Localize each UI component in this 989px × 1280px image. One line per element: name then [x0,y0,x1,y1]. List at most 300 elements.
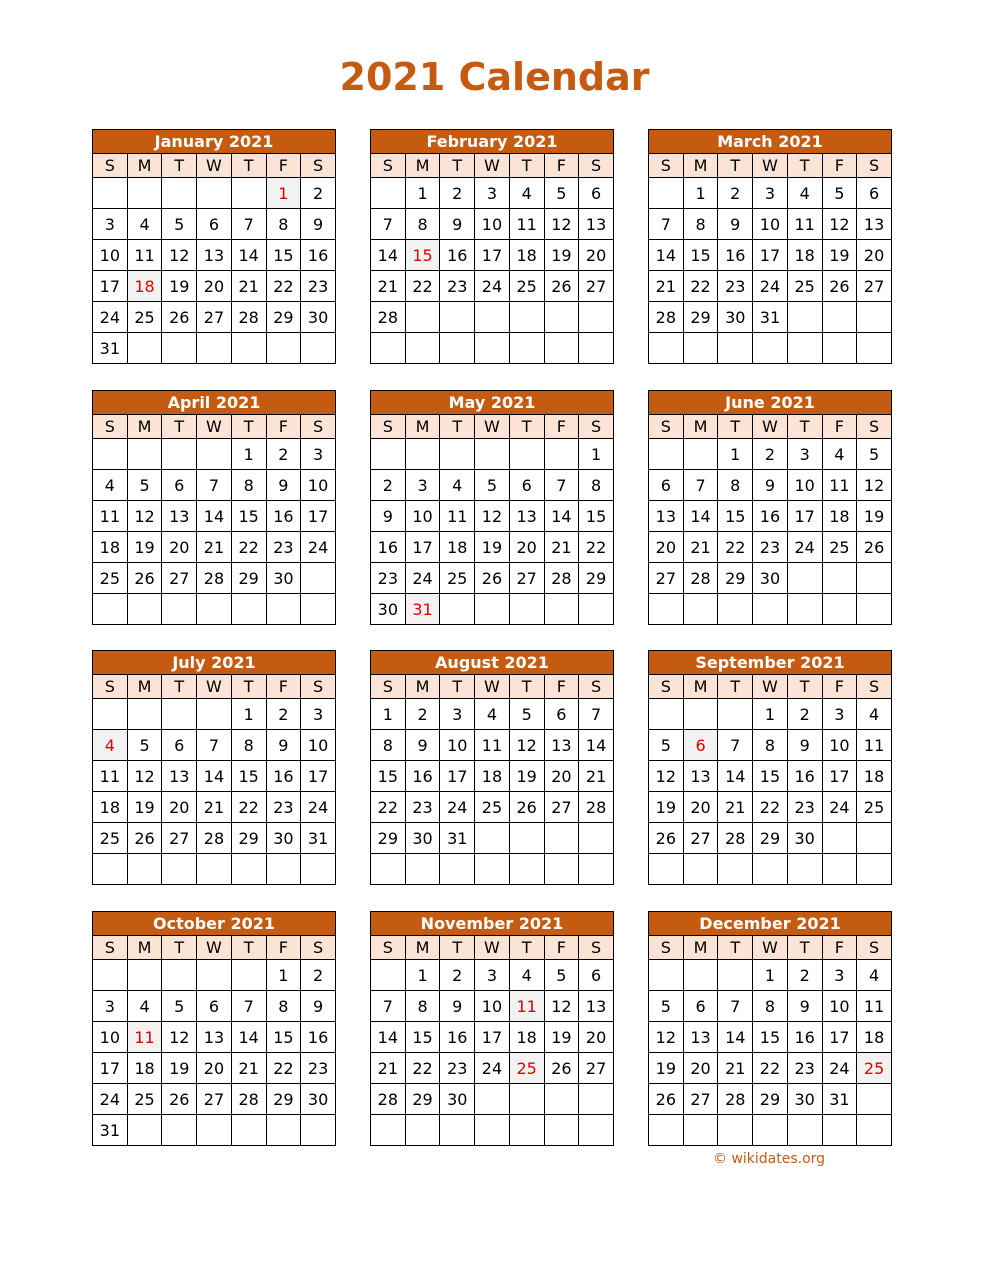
day-cell: 9 [301,209,336,240]
empty-day-cell [371,1115,406,1146]
weekday-label: W [475,415,510,439]
day-cell: 8 [231,470,266,501]
day-cell: 3 [93,991,128,1022]
day-cell: 1 [579,439,614,470]
day-cell: 18 [93,532,128,563]
day-cell: 27 [162,563,197,594]
weekday-header-row [93,936,336,960]
day-cell: 15 [371,761,406,792]
empty-day-cell [579,1115,614,1146]
empty-day-cell [579,333,614,364]
day-cell: 15 [718,501,753,532]
week-row [649,209,892,240]
empty-day-cell [93,594,128,625]
weekday-label: T [162,936,197,960]
day-cell: 22 [231,532,266,563]
day-cell: 18 [787,240,822,271]
week-row [649,792,892,823]
weekday-label: W [753,415,788,439]
empty-day-cell [371,854,406,885]
day-cell: 12 [544,991,579,1022]
day-cell: 27 [197,302,232,333]
weekday-label: W [753,675,788,699]
weekday-label: T [162,415,197,439]
weekday-label: M [683,154,718,178]
day-cell: 2 [440,960,475,991]
day-cell: 23 [440,271,475,302]
month-title: September 2021 [648,650,892,674]
day-cell: 28 [371,302,406,333]
empty-day-cell [544,302,579,333]
day-cell: 20 [162,792,197,823]
month-title: May 2021 [370,390,614,414]
month-calendar [370,129,614,364]
empty-day-cell [301,333,336,364]
day-cell: 8 [266,209,301,240]
empty-day-cell [475,1084,510,1115]
empty-day-cell [509,1084,544,1115]
day-cell: 17 [753,240,788,271]
day-cell: 30 [266,563,301,594]
day-cell: 17 [93,1053,128,1084]
day-cell: 16 [405,761,440,792]
day-cell: 2 [266,439,301,470]
week-row [93,470,336,501]
week-row [93,532,336,563]
day-cell: 16 [371,532,406,563]
day-cell: 5 [857,439,892,470]
weekday-header-row [649,415,892,439]
empty-day-cell [509,854,544,885]
day-cell: 20 [544,761,579,792]
day-cell: 4 [509,178,544,209]
empty-day-cell [405,854,440,885]
day-cell: 6 [197,991,232,1022]
day-cell: 8 [405,991,440,1022]
weekday-label: T [440,415,475,439]
day-cell: 5 [162,209,197,240]
empty-day-cell [162,699,197,730]
empty-day-cell [162,1115,197,1146]
empty-day-cell [857,1115,892,1146]
day-cell: 4 [127,991,162,1022]
day-cell: 1 [683,178,718,209]
empty-day-cell [509,302,544,333]
day-cell: 1 [718,439,753,470]
weekday-label: S [301,936,336,960]
day-cell: 14 [197,761,232,792]
empty-day-cell [787,302,822,333]
day-cell: 13 [683,761,718,792]
day-cell: 8 [753,991,788,1022]
empty-day-cell [822,563,857,594]
empty-day-cell [475,594,510,625]
empty-day-cell [93,854,128,885]
empty-day-cell [301,563,336,594]
day-cell: 9 [440,991,475,1022]
day-cell: 26 [822,271,857,302]
day-cell: 7 [649,209,684,240]
weekday-label: F [266,415,301,439]
weekday-label: S [93,675,128,699]
day-cell: 12 [857,470,892,501]
day-cell: 21 [683,532,718,563]
day-cell: 7 [718,730,753,761]
empty-day-cell [475,1115,510,1146]
day-cell: 30 [301,1084,336,1115]
empty-day-cell [753,594,788,625]
day-cell: 2 [787,699,822,730]
week-row [371,854,614,885]
day-cell: 15 [231,501,266,532]
day-cell: 25 [475,792,510,823]
day-cell: 11 [93,761,128,792]
day-cell: 6 [162,730,197,761]
weekday-label: T [787,415,822,439]
empty-day-cell [127,960,162,991]
empty-day-cell [787,563,822,594]
day-cell: 28 [231,1084,266,1115]
day-cell: 10 [475,991,510,1022]
holiday-day-cell: 1 [266,178,301,209]
day-cell: 28 [579,792,614,823]
empty-day-cell [718,960,753,991]
day-cell: 10 [93,240,128,271]
day-cell: 2 [405,699,440,730]
day-cell: 22 [371,792,406,823]
day-cell: 22 [266,271,301,302]
day-cell: 22 [266,1053,301,1084]
empty-day-cell [162,178,197,209]
day-cell: 15 [231,761,266,792]
day-cell: 24 [301,792,336,823]
day-cell: 8 [371,730,406,761]
day-cell: 28 [649,302,684,333]
empty-day-cell [127,594,162,625]
day-cell: 12 [127,501,162,532]
day-cell: 7 [683,470,718,501]
month-table [648,153,892,364]
day-cell: 3 [822,960,857,991]
empty-day-cell [509,823,544,854]
weekday-header-row [371,936,614,960]
day-cell: 24 [822,792,857,823]
week-row [93,730,336,761]
weekday-label: F [822,415,857,439]
day-cell: 8 [579,470,614,501]
week-row [371,302,614,333]
empty-day-cell [544,333,579,364]
day-cell: 20 [579,240,614,271]
weekday-header-row [93,154,336,178]
day-cell: 9 [301,991,336,1022]
day-cell: 30 [405,823,440,854]
page-title: 2021 Calendar [339,55,650,99]
day-cell: 13 [162,761,197,792]
week-row [649,761,892,792]
empty-day-cell [301,1115,336,1146]
day-cell: 15 [683,240,718,271]
day-cell: 23 [301,1053,336,1084]
day-cell: 22 [753,1053,788,1084]
weekday-label: M [405,936,440,960]
day-cell: 25 [787,271,822,302]
week-row [371,501,614,532]
day-cell: 26 [649,1084,684,1115]
week-row [371,178,614,209]
day-cell: 27 [544,792,579,823]
day-cell: 14 [197,501,232,532]
day-cell: 3 [822,699,857,730]
week-row [93,823,336,854]
day-cell: 11 [857,730,892,761]
day-cell: 25 [440,563,475,594]
week-row [649,594,892,625]
day-cell: 19 [649,792,684,823]
empty-day-cell [649,960,684,991]
empty-day-cell [371,439,406,470]
day-cell: 21 [579,761,614,792]
day-cell: 14 [579,730,614,761]
day-cell: 8 [405,209,440,240]
day-cell: 2 [371,470,406,501]
day-cell: 27 [579,1053,614,1084]
day-cell: 26 [857,532,892,563]
empty-day-cell [509,1115,544,1146]
month-calendar [92,911,336,1146]
weekday-label: S [371,415,406,439]
day-cell: 21 [649,271,684,302]
week-row [93,854,336,885]
week-row [93,792,336,823]
day-cell: 30 [266,823,301,854]
week-row [371,532,614,563]
weekday-label: T [787,675,822,699]
weekday-label: S [371,936,406,960]
day-cell: 15 [266,240,301,271]
day-cell: 6 [544,699,579,730]
weekday-label: S [371,675,406,699]
weekday-label: T [231,154,266,178]
day-cell: 13 [162,501,197,532]
empty-day-cell [197,439,232,470]
day-cell: 26 [475,563,510,594]
day-cell: 28 [197,823,232,854]
day-cell: 7 [371,209,406,240]
month-table [92,674,336,885]
day-cell: 24 [405,563,440,594]
week-row [371,271,614,302]
month-calendar [370,650,614,885]
day-cell: 16 [440,1022,475,1053]
week-row [371,960,614,991]
week-row [371,730,614,761]
day-cell: 7 [371,991,406,1022]
day-cell: 17 [475,1022,510,1053]
empty-day-cell [857,594,892,625]
day-cell: 25 [822,532,857,563]
month-table [370,414,614,625]
day-cell: 2 [266,699,301,730]
weekday-header-row [93,415,336,439]
day-cell: 8 [231,730,266,761]
day-cell: 28 [371,1084,406,1115]
day-cell: 14 [683,501,718,532]
empty-day-cell [544,594,579,625]
empty-day-cell [579,823,614,854]
day-cell: 14 [649,240,684,271]
weekday-label: S [649,936,684,960]
holiday-day-cell: 15 [405,240,440,271]
day-cell: 7 [718,991,753,1022]
day-cell: 9 [405,730,440,761]
weekday-label: T [231,415,266,439]
day-cell: 17 [822,1022,857,1053]
day-cell: 20 [197,271,232,302]
weekday-label: T [718,415,753,439]
empty-day-cell [579,302,614,333]
weekday-label: S [649,154,684,178]
weekday-label: W [197,936,232,960]
day-cell: 19 [857,501,892,532]
weekday-label: M [127,154,162,178]
empty-day-cell [544,854,579,885]
weekday-label: W [753,936,788,960]
day-cell: 20 [579,1022,614,1053]
week-row [649,532,892,563]
day-cell: 13 [579,209,614,240]
weekday-label: T [509,154,544,178]
empty-day-cell [405,1115,440,1146]
day-cell: 17 [301,501,336,532]
empty-day-cell [231,960,266,991]
day-cell: 19 [162,1053,197,1084]
empty-day-cell [127,1115,162,1146]
month-calendar [92,650,336,885]
weekday-label: M [127,936,162,960]
weekday-label: F [822,675,857,699]
day-cell: 11 [509,209,544,240]
day-cell: 21 [544,532,579,563]
week-row [649,1115,892,1146]
day-cell: 15 [405,1022,440,1053]
weekday-label: M [127,675,162,699]
empty-day-cell [753,854,788,885]
weekday-label: T [509,936,544,960]
day-cell: 14 [371,240,406,271]
empty-day-cell [93,960,128,991]
day-cell: 18 [440,532,475,563]
month-title: April 2021 [92,390,336,414]
weekday-label: S [579,936,614,960]
day-cell: 28 [718,1084,753,1115]
empty-day-cell [649,439,684,470]
week-row [93,178,336,209]
week-row [93,594,336,625]
empty-day-cell [544,823,579,854]
day-cell: 14 [718,761,753,792]
day-cell: 16 [787,1022,822,1053]
day-cell: 9 [266,470,301,501]
day-cell: 30 [718,302,753,333]
week-row [93,501,336,532]
month-calendar [370,390,614,625]
day-cell: 24 [475,1053,510,1084]
week-row [371,699,614,730]
day-cell: 14 [544,501,579,532]
weekday-label: T [440,154,475,178]
empty-day-cell [231,178,266,209]
day-cell: 5 [509,699,544,730]
month-title: July 2021 [92,650,336,674]
day-cell: 30 [753,563,788,594]
day-cell: 20 [683,792,718,823]
day-cell: 23 [440,1053,475,1084]
empty-day-cell [231,854,266,885]
day-cell: 29 [371,823,406,854]
holiday-day-cell: 25 [509,1053,544,1084]
empty-day-cell [231,594,266,625]
day-cell: 2 [301,178,336,209]
week-row [93,1084,336,1115]
day-cell: 12 [127,761,162,792]
month-table [92,153,336,364]
day-cell: 19 [544,240,579,271]
weekday-label: S [649,415,684,439]
day-cell: 20 [509,532,544,563]
day-cell: 9 [440,209,475,240]
week-row [649,563,892,594]
empty-day-cell [509,439,544,470]
week-row [93,761,336,792]
day-cell: 17 [440,761,475,792]
day-cell: 21 [718,792,753,823]
day-cell: 6 [579,960,614,991]
day-cell: 11 [787,209,822,240]
weekday-label: W [475,675,510,699]
day-cell: 6 [509,470,544,501]
day-cell: 26 [127,823,162,854]
weekday-label: F [266,154,301,178]
week-row [93,209,336,240]
day-cell: 4 [787,178,822,209]
weekday-label: T [440,936,475,960]
day-cell: 11 [93,501,128,532]
month-table [370,674,614,885]
empty-day-cell [544,1115,579,1146]
week-row [93,563,336,594]
empty-day-cell [231,1115,266,1146]
week-row [93,1053,336,1084]
empty-day-cell [127,178,162,209]
day-cell: 21 [371,271,406,302]
empty-day-cell [649,594,684,625]
weekday-label: F [822,154,857,178]
day-cell: 18 [509,240,544,271]
day-cell: 10 [822,730,857,761]
day-cell: 18 [857,761,892,792]
day-cell: 22 [718,532,753,563]
day-cell: 5 [127,470,162,501]
day-cell: 23 [787,792,822,823]
month-calendar [92,129,336,364]
day-cell: 18 [822,501,857,532]
week-row [649,439,892,470]
day-cell: 17 [301,761,336,792]
empty-day-cell [649,699,684,730]
day-cell: 23 [266,532,301,563]
day-cell: 31 [822,1084,857,1115]
